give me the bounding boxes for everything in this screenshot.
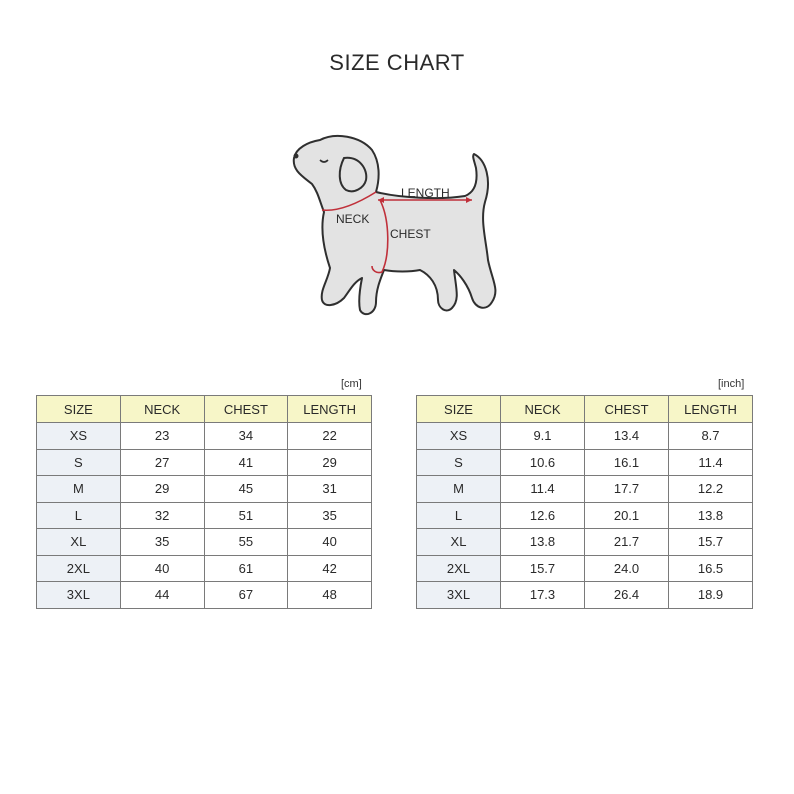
size-cell: 3XL — [37, 582, 121, 609]
size-cell: XL — [37, 529, 121, 556]
dog-illustration — [280, 130, 520, 330]
size-cell: L — [417, 502, 501, 529]
dog-measurement-diagram — [280, 130, 520, 330]
table-row — [37, 423, 372, 450]
value-cell-chest: 21.7 — [585, 529, 669, 556]
value-cell-length: 29 — [288, 449, 372, 476]
value-cell-neck: 10.6 — [501, 449, 585, 476]
table-header-row — [417, 396, 753, 423]
size-cell: 2XL — [417, 555, 501, 582]
value-cell-chest: 51 — [204, 502, 288, 529]
value-cell-chest: 34 — [204, 423, 288, 450]
column-header-chest: CHEST — [585, 396, 669, 423]
value-cell-neck: 12.6 — [501, 502, 585, 529]
value-cell-length: 18.9 — [669, 582, 753, 609]
column-header-neck: NECK — [501, 396, 585, 423]
value-cell-chest: 20.1 — [585, 502, 669, 529]
value-cell-length: 16.5 — [669, 555, 753, 582]
column-header-length: LENGTH — [669, 396, 753, 423]
dog-nose — [294, 154, 299, 159]
table-row — [417, 502, 753, 529]
value-cell-chest: 24.0 — [585, 555, 669, 582]
table-header-row — [37, 396, 372, 423]
size-cell: XS — [37, 423, 121, 450]
size-cell: S — [37, 449, 121, 476]
size-table-inch — [416, 395, 753, 609]
value-cell-neck: 15.7 — [501, 555, 585, 582]
value-cell-neck: 11.4 — [501, 476, 585, 503]
table-row — [37, 476, 372, 503]
column-header-size: SIZE — [37, 396, 121, 423]
value-cell-length: 11.4 — [669, 449, 753, 476]
value-cell-neck: 29 — [120, 476, 204, 503]
value-cell-chest: 17.7 — [585, 476, 669, 503]
value-cell-chest: 16.1 — [585, 449, 669, 476]
size-table-cm — [36, 395, 372, 609]
page-title: SIZE CHART — [329, 50, 465, 75]
value-cell-chest: 45 — [204, 476, 288, 503]
table-row — [37, 582, 372, 609]
table-row — [417, 449, 753, 476]
size-cell: XS — [417, 423, 501, 450]
value-cell-chest: 26.4 — [585, 582, 669, 609]
value-cell-chest: 67 — [204, 582, 288, 609]
value-cell-neck: 13.8 — [501, 529, 585, 556]
value-cell-neck: 35 — [120, 529, 204, 556]
column-header-neck: NECK — [120, 396, 204, 423]
column-header-size: SIZE — [417, 396, 501, 423]
size-cell: M — [37, 476, 121, 503]
value-cell-length: 12.2 — [669, 476, 753, 503]
value-cell-chest: 61 — [204, 555, 288, 582]
table-row — [37, 529, 372, 556]
unit-label-cm: [cm] — [341, 378, 362, 390]
value-cell-neck: 44 — [120, 582, 204, 609]
size-cell: M — [417, 476, 501, 503]
value-cell-length: 15.7 — [669, 529, 753, 556]
table-row — [417, 476, 753, 503]
value-cell-length: 31 — [288, 476, 372, 503]
size-cell: XL — [417, 529, 501, 556]
value-cell-chest: 13.4 — [585, 423, 669, 450]
table-row — [37, 449, 372, 476]
value-cell-neck: 17.3 — [501, 582, 585, 609]
value-cell-neck: 32 — [120, 502, 204, 529]
size-cell: 2XL — [37, 555, 121, 582]
size-cell: L — [37, 502, 121, 529]
value-cell-length: 35 — [288, 502, 372, 529]
value-cell-length: 8.7 — [669, 423, 753, 450]
size-cell: S — [417, 449, 501, 476]
value-cell-length: 42 — [288, 555, 372, 582]
table-row — [37, 555, 372, 582]
value-cell-neck: 9.1 — [501, 423, 585, 450]
value-cell-neck: 40 — [120, 555, 204, 582]
value-cell-length: 40 — [288, 529, 372, 556]
value-cell-neck: 27 — [120, 449, 204, 476]
unit-label-inch: [inch] — [718, 378, 745, 390]
neck-label: NECK — [336, 212, 370, 226]
value-cell-length: 48 — [288, 582, 372, 609]
column-header-length: LENGTH — [288, 396, 372, 423]
table-row — [37, 502, 372, 529]
length-label: LENGTH — [401, 186, 450, 200]
table-row — [417, 582, 753, 609]
value-cell-chest: 55 — [204, 529, 288, 556]
value-cell-length: 22 — [288, 423, 372, 450]
size-cell: 3XL — [417, 582, 501, 609]
value-cell-chest: 41 — [204, 449, 288, 476]
value-cell-neck: 23 — [120, 423, 204, 450]
chest-label: CHEST — [390, 227, 431, 241]
column-header-chest: CHEST — [204, 396, 288, 423]
value-cell-length: 13.8 — [669, 502, 753, 529]
table-row — [417, 555, 753, 582]
table-row — [417, 423, 753, 450]
table-row — [417, 529, 753, 556]
